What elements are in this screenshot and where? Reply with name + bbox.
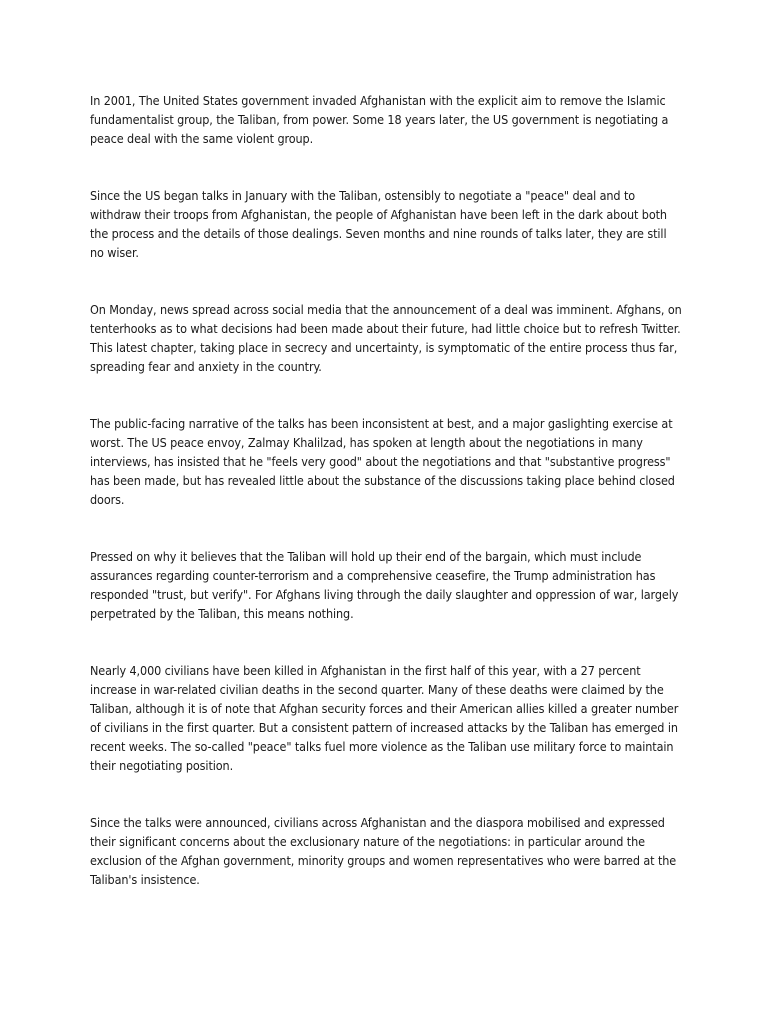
document-body	[90, 91, 682, 927]
paragraph-1: In 2001, The United States government invaded Afghanistan with the explicit aim to remove the Islamic fundamentalist group, the Taliban, from power. Some 18 years later, the US government is negotiating a peace deal with the same violent group.	[90, 93, 669, 146]
paragraph-7: Since the talks were announced, civilians across Afghanistan and the diaspora mobilised and expressed their significant concerns about the exclusionary nature of the negotiations: in particular around the exclusion of the Afghan government, minority groups and women representatives who were barred at the Taliban's insistence.	[90, 815, 677, 887]
paragraph-3: On Monday, news spread across social media that the announcement of a deal was imminent. Afghans, on tenterhooks as to what decisions had been made about their future, had little choice but to refresh Twitter. This latest chapter, taking place in secrecy and uncertainty, is symptomatic of the entire process thus far, spreading fear and anxiety in the country.	[90, 302, 682, 374]
paragraph-6: Nearly 4,000 civilians have been killed in Afghanistan in the first half of this year, with a 27 percent increase in war-related civilian deaths in the second quarter. Many of these deaths were claimed by the Taliban, although it is of note that Afghan security forces and their American allies killed a greater number of civilians in the first quarter. But a consistent pattern of increased attacks by the Taliban has emerged in recent weeks. The so-called "peace" talks fuel more violence as the Taliban use military force to maintain their negotiating position.	[90, 663, 679, 773]
paragraph-5: Pressed on why it believes that the Taliban will hold up their end of the bargain, which must include assurances regarding counter-terrorism and a comprehensive ceasefire, the Trump administration has responded "trust, but verify". For Afghans living through the daily slaughter and oppression of war, largely perpetrated by the Taliban, this means nothing.	[90, 549, 679, 621]
paragraph-2: Since the US began talks in January with the Taliban, ostensibly to negotiate a "peace" deal and to withdraw their troops from Afghanistan, the people of Afghanistan have been left in the dark about both the process and the details of those dealings. Seven months and nine rounds of talks later, they are still no wiser.	[90, 188, 667, 260]
paragraph-4: The public-facing narrative of the talks has been inconsistent at best, and a major gaslighting exercise at worst. The US peace envoy, Zalmay Khalilzad, has spoken at length about the negotiations in many interviews, has insisted that he "feels very good" about the negotiations and that "substantive progress" has been made, but has revealed little about the substance of the discussions taking place behind closed doors.	[90, 416, 675, 507]
